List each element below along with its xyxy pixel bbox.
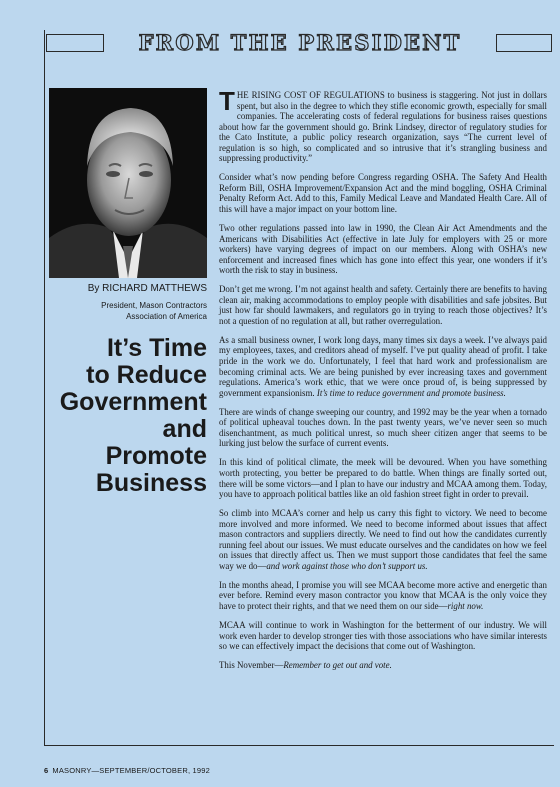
author-photo [49,88,207,278]
headline-line: to Reduce [86,361,207,389]
paragraph-emphasis: It’s time to reduce government and promote business. [316,387,506,398]
article-paragraph [219,335,547,398]
article-paragraph [219,86,547,164]
article-paragraph [219,660,547,671]
headline-line: Government [59,388,207,416]
article-headline [49,335,207,497]
author-role-line: President, Mason Contractors [101,301,207,310]
paragraph-emphasis: right now. [447,600,484,611]
article-paragraph: In this kind of political climate, the meek will be devoured. When you have something worth protecting, you better be prepared to do battle. When things are finally sorted out, there will be some victors—and I plan to have our industry and MCAA among them. Today, you have to approach political battles like an old fashion street fight in order to prevail. [219,457,547,500]
article-paragraph: Two other regulations passed into law in 1990, the Clean Air Act Amendments and the Americans with Disabilities Act (effective in late July for employers with 25 or more workers) have varying degrees of impact on our members. Along with OSHA’s new enforcement and increased fines which has gone into effect this year, one wonders if it’s worth the risk to stay in business. [219,223,547,276]
column-rule-bottom [44,745,554,746]
issue-line: MASONRY—SEPTEMBER/OCTOBER, 1992 [52,766,211,775]
banner-title: FROM THE PRESIDENT [138,30,462,55]
drop-cap: T [219,86,235,116]
banner-right-box [496,34,552,52]
paragraph-emphasis: Remember to get out and vote. [283,660,392,671]
article-paragraph: MCAA will continue to work in Washington for the betterment of our industry. We will work even harder to develop stronger ties with those associations who have similar interests so we can effectively impact the decisions that come out of Washington. [219,620,547,652]
section-banner [44,30,554,56]
column-rule-left [44,30,45,745]
paragraph-emphasis: and work against those who don’t support us. [266,560,428,571]
headline-line: Promote [105,442,207,470]
article-paragraph [219,508,547,571]
headline-line: Business [95,469,207,497]
article-paragraph: Consider what’s now pending before Congress regarding OSHA. The Safety And Health Reform Bill, OSHA Improvement/Expansion Act and the mind boggling, OSHA Criminal Penalty Reform Act. Add to this, Family Medical Leave and Mandated Health Care. All of this will have a major impact on your bottom line. [219,172,547,214]
author-role [49,301,207,322]
article-paragraph: There are winds of change sweeping our country, and 1992 may be the year when a tornado of political upheaval touches down. In the past twenty years, we’ve never seen so much disenchantment, as much political unrest, so much sheer citizen anger that seems to be lurking just below the surface of current events. [219,406,547,449]
page-number: 6 [44,766,49,775]
author-role-line: Association of America [126,311,207,321]
page-footer [44,766,210,775]
article-paragraph: Don’t get me wrong. I’m not against health and safety. Certainly there are benefits to having clean air, making accommodations to employ people with disabilities and safe jobsites. But just how far should lawmakers, and regulators go in trying to reach those objectives? It’s not a question of no regulation at all, but rather overregulation. [219,284,547,326]
headline-line: and [162,415,207,443]
paragraph-text: As a small business owner, I work long days, many times six days a week. I’ve always paid my employees, taxes, and creditors ahead of myself. I’ve put quality ahead of profit. I take pride in the work we do. Unfortunately, I feel that hard work and professionalism are becoming criminal acts. We are being punished by ever increasing taxes and government regulations. America’s work ethic, that we were once proud of, is being suppressed by government expansionism. [219,334,547,398]
portrait-image [49,88,207,278]
paragraph-text: This November— [219,660,284,671]
article-paragraph [219,580,547,612]
paragraph-text: In the months ahead, I promise you will see MCAA become more active and energetic than ever before. Remind every mason contractor you know that MCAA is the only voice they have to protect their rights, and that we need them on our side— [219,579,547,611]
author-byline: By RICHARD MATTHEWS [87,283,207,294]
paragraph-text: So climb into MCAA’s corner and help us carry this fight to victory. We need to become more involved and more informed. We need to become informed about issues that affect mason contractors and suppliers directly. We need to find out how the candidates currently running feel about our issues. We must educate ourselves and the candidates on how we feel on issues that directly affect us. Then we must support those candidates that feel the same way we do— [219,508,547,571]
banner-left-box [46,34,104,52]
headline-line: It’s Time [106,334,207,362]
paragraph-text: HE RISING COST OF REGULATIONS to business is staggering. Not just in dollars spent, but also in the degree to which they stifle economic growth, especially for small companies. The accelerating costs of federal regulations for business raises questions about how far the government should go. Brink Lindsey, director of regulatory studies for the Cato Institute, a public policy research organization, says “The current level of regulation is so high, so complicated and so intrusive that it’s strangling business and suppressing productivity.” [219,90,547,164]
article-body [219,86,547,679]
